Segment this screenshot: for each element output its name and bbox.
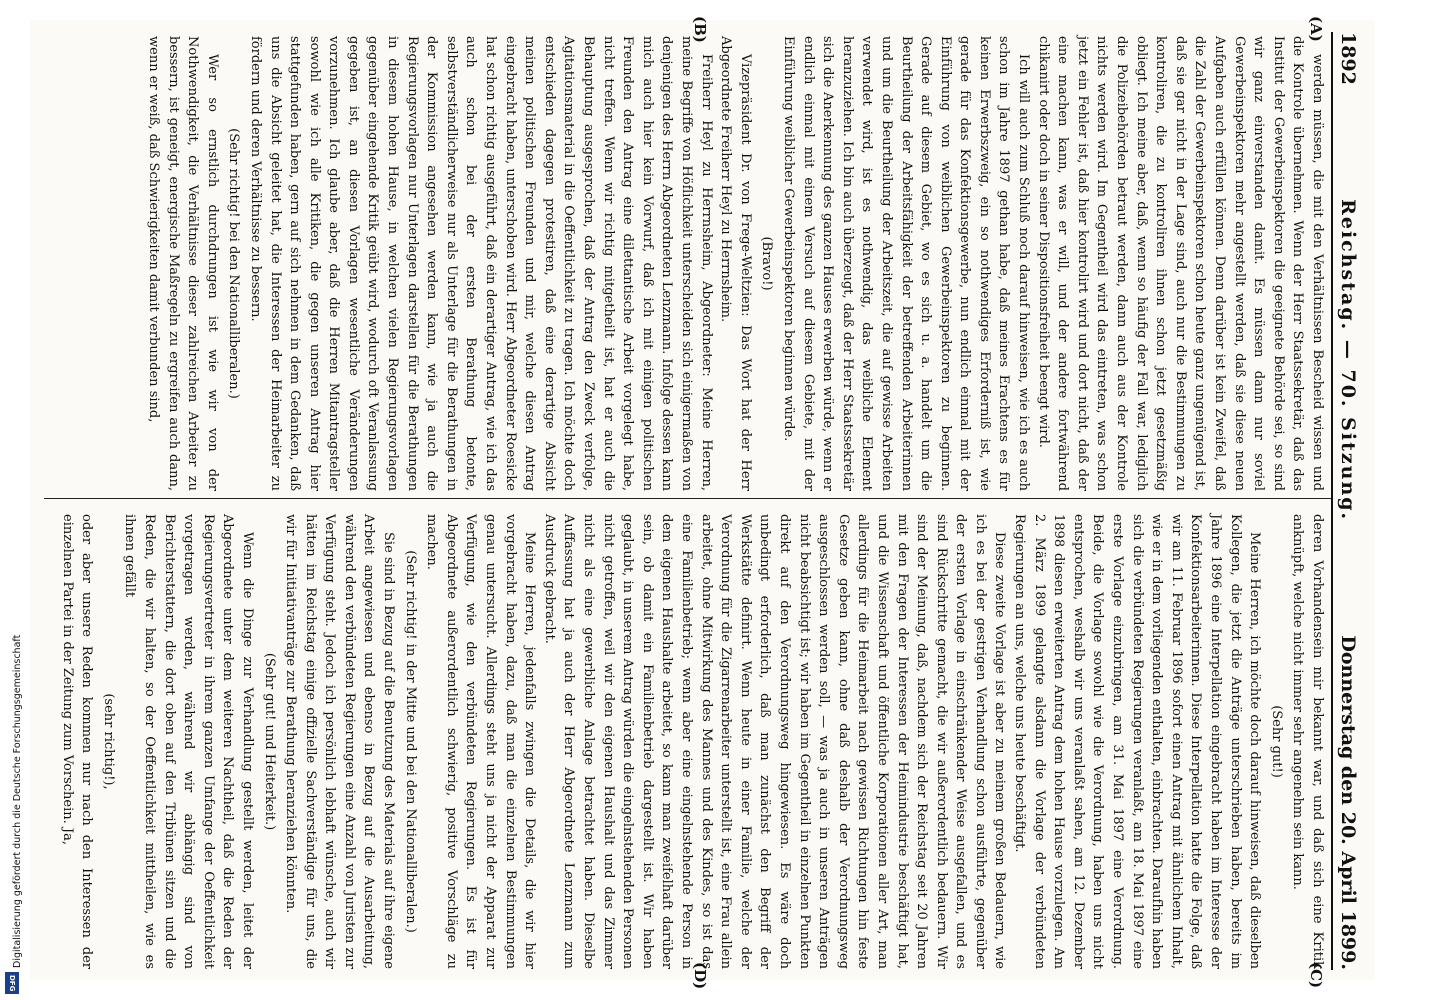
paragraph: oder aber unsere Reden kommen nur nach den Interessen der einzelnen Partei in der Zeitung zum Vorschein. Ja, bbox=[59, 514, 95, 969]
paragraph: Freiherr Heyl zu Herrnsheim, Abgeordneter: Meine Herren, meine Begriffe von Höflichkeit unterscheiden sich einigermaßen von denjenigen des Herrn Abgeordneten Lenzmann. Infolge dessen kann mich auch hier kein Vorwurf, daß ich mit einigen politischen Freunden den Antrag eine dilettantische Arbeit vorgelegt habe, nicht treffen. Wenn wir richtig mitgetheilt ist, hat er auch die Behauptung ausgesprochen, daß der Antrag den Zweck verfolge, Agitationsmaterial in die Oeffentlichkeit zu tragen. Ich möchte doch entschieden dagegen protestiren, daß eine derartige Absicht meinen politischen Freunden und mir, welche diesen Antrag eingebracht haben, unterschoben wird. Herr Abgeordneter Roesicke hat schon richtig ausgeführt, daß ein derartiger Antrag, wie ich das auch schon bei der ersten Berathung betonte, selbstverständlicherweise nur als Unterlage für die Berathungen in der Kommission angesehen werden kann, wie ja auch die Regierungsvorlagen nur Unterlagen darstellen für die Berathungen in diesem hohen Hause, in welchen vielen Regierungsvorlagen gegenüber eingehende Kritik geübt wird, wodurch oft Veranlassung gegeben ist, an diesen Vorlagen wesentliche Veränderungen vorzunehmen. Ich glaube aber, daß die Herren Mitantragsteller sowohl wie ich alle Kritiken, die gegen unseren Antrag hier stattgefunden haben, gern auf sich nehmen in dem Gedanken, daß uns die Absicht geleitet hat, die Interessen der Heimarbeiter zu fördern und deren Verhältnisse zu bessern. bbox=[247, 36, 714, 491]
session-date: Donnerstag den 20. April 1899. bbox=[1337, 635, 1359, 970]
paragraph: Vizepräsident Dr. von Frege-Weltzien: Das Wort hat der Herr Abgeordnete Freiherr Heyl zu Herrnsheim. bbox=[718, 36, 753, 491]
page-number: 1892 bbox=[1337, 32, 1359, 85]
page-header bbox=[1331, 32, 1371, 970]
paragraph: Ich will auch zum Schluß noch darauf hinweisen, wie ich es auch schon im Jahre 1897 gethan habe, daß meines Erachtens es für keinen Erwerbszweig, ein so nothwendiges Erforderniß ist, wie gerade für das Konfektionsgewerbe, nun endlich einmal mit der Einführung von weiblichen Gewerbeinspektoren zu beginnen. Gerade auf diesem Gebiet, wo es sich u. a. handelt um die Beurtheilung der Arbeitsfähigkeit der betreffenden Arbeiterinnen und um die Beurtheilung der Arbeitszeit, die auf gewisse Arbeiten verwendet wird, ist es nothwendig, das weibliche Element heranzuziehen. Ich bin auch überzeugt, daß der Herr Staatssekretär sich die Anerkennung des ganzen Hauses erwerben würde, wenn er endlich einmal mit einem Versuch auf diesem Gebiete, mit der Einführung weiblicher Gewerbeinspektoren beginnen würde. bbox=[780, 36, 1032, 491]
paragraph: Meine Herren, jedenfalls zwingen die Details, die wir hier vorgebracht haben, dazu, daß man die einzelnen Bestimmungen genau untersucht. Allerdings steht uns ja nicht der Apparat zur Verfügung, wie den verbündeten Regierungen. Es ist für Abgeordnete außerordentlich schwierig, positive Vorschläge zu machen. bbox=[424, 514, 538, 969]
interjection: (Sehr gut!) bbox=[1268, 705, 1284, 778]
paragraph: Wer so ernstlich durchdrungen ist wie wir von der Nothwendigkeit, die Verhältnisse dieser zahlreichen Arbeiter zu bessern, ist geneigt, energische Maßregeln zu ergreifen auch dann, wenn er weiß, daß Schwierigkeiten damit verbunden sind, bbox=[145, 36, 220, 491]
paragraph: Diese zweite Vorlage ist aber zu meinem großen Bedauern, wie ich es bei der gestrigen Verhandlung schon ausführte, gegenüber der ersten Vorlage in einschränkender Weise ausgefallen, und es sind Rückschritte gemacht, die wir außerordentlich bedauern. Wir sind der Meinung, daß, nachdem sich der Reichstag seit 20 Jahren mit den Fragen der Interessen der Heimindustrie beschäftigt hat, und die Wissenschaft und öffentliche Korporationen aller Art, man allerdings für die Heimarbeit nach gewissen Richtungen hin feste Gesetze geben kann, ohne daß deshalb der Verordnungsweg ausgeschlossen werden soll, — was ja auch in unseren Anträgen nicht beabsichtigt ist; wir haben im Gegentheil in einzelnen Punkten direkt auf den Verordnungsweg hingewiesen. Es wäre doch unbedingt erforderlich, daß man zunächst den Begriff der Werkstätte definirt. Wenn heute in einer Familie, welche der Verordnung für die Zigarrenarbeiter unterstellt ist, eine Frau allein arbeitet, ohne Mitwirkung des Mannes und des Kindes, so ist das eine Familienbetrieb; wenn aber eine eingelnstehende Person in dem eigenen Haushalte arbeitet, so kann man zweifelhaft darüber sein, ob damit ein Familienbetrieb dargestellt ist. Wir haben geglaubt, in unserem Antrag würden die eingelnstehenden Personen nicht getroffen, weil wir den eigenen Haushalt und das Zimmer nicht als eine gewerbliche Anlage betrachtet haben. Dieselbe Auffassung hat ja auch der Herr Abgeordnete Lenzmann zum Ausdruck gebracht. bbox=[541, 514, 1008, 969]
paragraph: Wenn die Dinge zur Verhandlung gestellt werden, leitet der Abgeordnete unter dem weiteren Nachtheil, daß die Reden der Regierungsvertreter in ihrem ganzen Umfange der Oeffentlichkeit vorgetragen werden, während wir abhängig sind von Berichterstattern, die dort oben auf den Tribünen sitzen und die Reden, die wir halten, so der Oeffentlichkeit mittheilen, wie es ihnen gefällt bbox=[122, 514, 255, 969]
interjection: (Bravo!) bbox=[759, 236, 775, 291]
column-divider bbox=[44, 498, 1331, 499]
footer-credit: Digitalisierung gefördert durch die Deutsche Forschungsgemeinschaft bbox=[12, 634, 23, 968]
right-column bbox=[57, 514, 1327, 969]
margin-mark-d: (D) bbox=[691, 962, 709, 990]
interjection: (Sehr richtig! bei den Nationalliberalen.) bbox=[226, 128, 242, 399]
paragraph: werden müssen, die mit den Verhältnissen Bescheid wissen und die Kontrole übernehmen. Wenn der Herr Staatssekretär, daß das Institut der Gewerbeinspektoren die geeignete Behörde sei, so sind wir ganz einverstanden damit. Es müssen dann nur soviel Gewerbeinspektoren mehr angestellt werden, daß sie diese neuen Aufgaben auch erfüllen können. Denn darüber ist kein Zweifel, daß die Zahl der Gewerbeinspektoren schon heute ganz ungenügend ist, daß sie gar nicht in der Lage sind, auch nur die Bestimmungen zu kontroliren, die zu kontroliren ihnen schon jetzt gesetzmäßig obliegt. Ich meine aber, daß, wenn so häufig der Fall war, lediglich die Polizeibehörden betraut werden, dann auch aus der Kontrole nichts werden wird. Im Gegentheil wird das eintreten, was schon jetzt ein Fehler ist, daß hier kontrolirt wird und dort nicht, daß der eine machen kann, was er will, und der andere fortwährend chikanirt oder doch in seiner Dispositionsfreiheit beengt wird. bbox=[1035, 36, 1325, 491]
digitization-footer bbox=[2, 0, 22, 1000]
margin-mark-a: (A) bbox=[1307, 16, 1325, 42]
interjection: (Sehr gut! und Heiterkeit.) bbox=[261, 652, 277, 831]
dfg-logo-icon: DFG bbox=[5, 972, 19, 994]
paragraph: Meine Herren, ich möchte doch darauf hinweisen, daß dieselben Kollegen, die jetzt die Anträge unterschrieben haben, bereits im Jahre 1896 eine Interpellation eingebracht haben im Interesse der Konfektionsarbeiterinnen. Diese Interpellation hatte die Folge, daß wir am 11. Februar 1896 sofort einen Antrag mit ähnlichem Inhalt, wie er in dem vorliegenden enthalten, einbrachten. Daraufhin haben sich die verbündeten Regierungen veranlaßt, am 18. Mai 1897 eine erste Vorlage einzubringen, am 31. Mai 1897 eine Verordnung. Beide, die Vorlage sowohl wie die Verordnung, haben uns nicht entsprochen, weshalb wir uns veranlaßt sahen, am 12. Dezember 1898 diesen erweiterten Antrag dem hohen Hause vorzulegen. Am 2. März 1899 gelangte alsdann die Vorlage der verbündeten Regierungen an uns, welche uns heute beschäftigt. bbox=[1012, 514, 1263, 969]
paragraph: deren Vorhandensein mir bekannt war, und daß sich eine Kritik anknüpft, welche nicht immer sehr angenehm sein kann. bbox=[1290, 514, 1325, 969]
interjection: (sehr richtig!), bbox=[100, 693, 116, 790]
paragraph: Sie sind in Bezug auf die Benutzung des Materials auf ihre eigene Arbeit angewiesen und ebenso in Bezug auf die Ausarbeitung, während den verbündeten Regierungen eine Anzahl von Juristen zur Verfügung steht. Jedoch ich persönlich lebhaft wünsche, auch wir hätten im Reichstag einige offizielle Sachverständige für uns, die wir für Initiativanträge zur Berathung heranziehen könnten. bbox=[283, 514, 397, 969]
margin-mark-c: (C) bbox=[1307, 962, 1325, 989]
session-title: Reichstag. — 70. Sitzung. bbox=[1337, 199, 1359, 522]
left-column bbox=[143, 36, 1327, 491]
document-page bbox=[30, 16, 1375, 990]
margin-mark-b: (B) bbox=[691, 16, 709, 43]
interjection: (Sehr richtig! in der Mitte und bei den Nationalliberalen.) bbox=[402, 550, 418, 933]
